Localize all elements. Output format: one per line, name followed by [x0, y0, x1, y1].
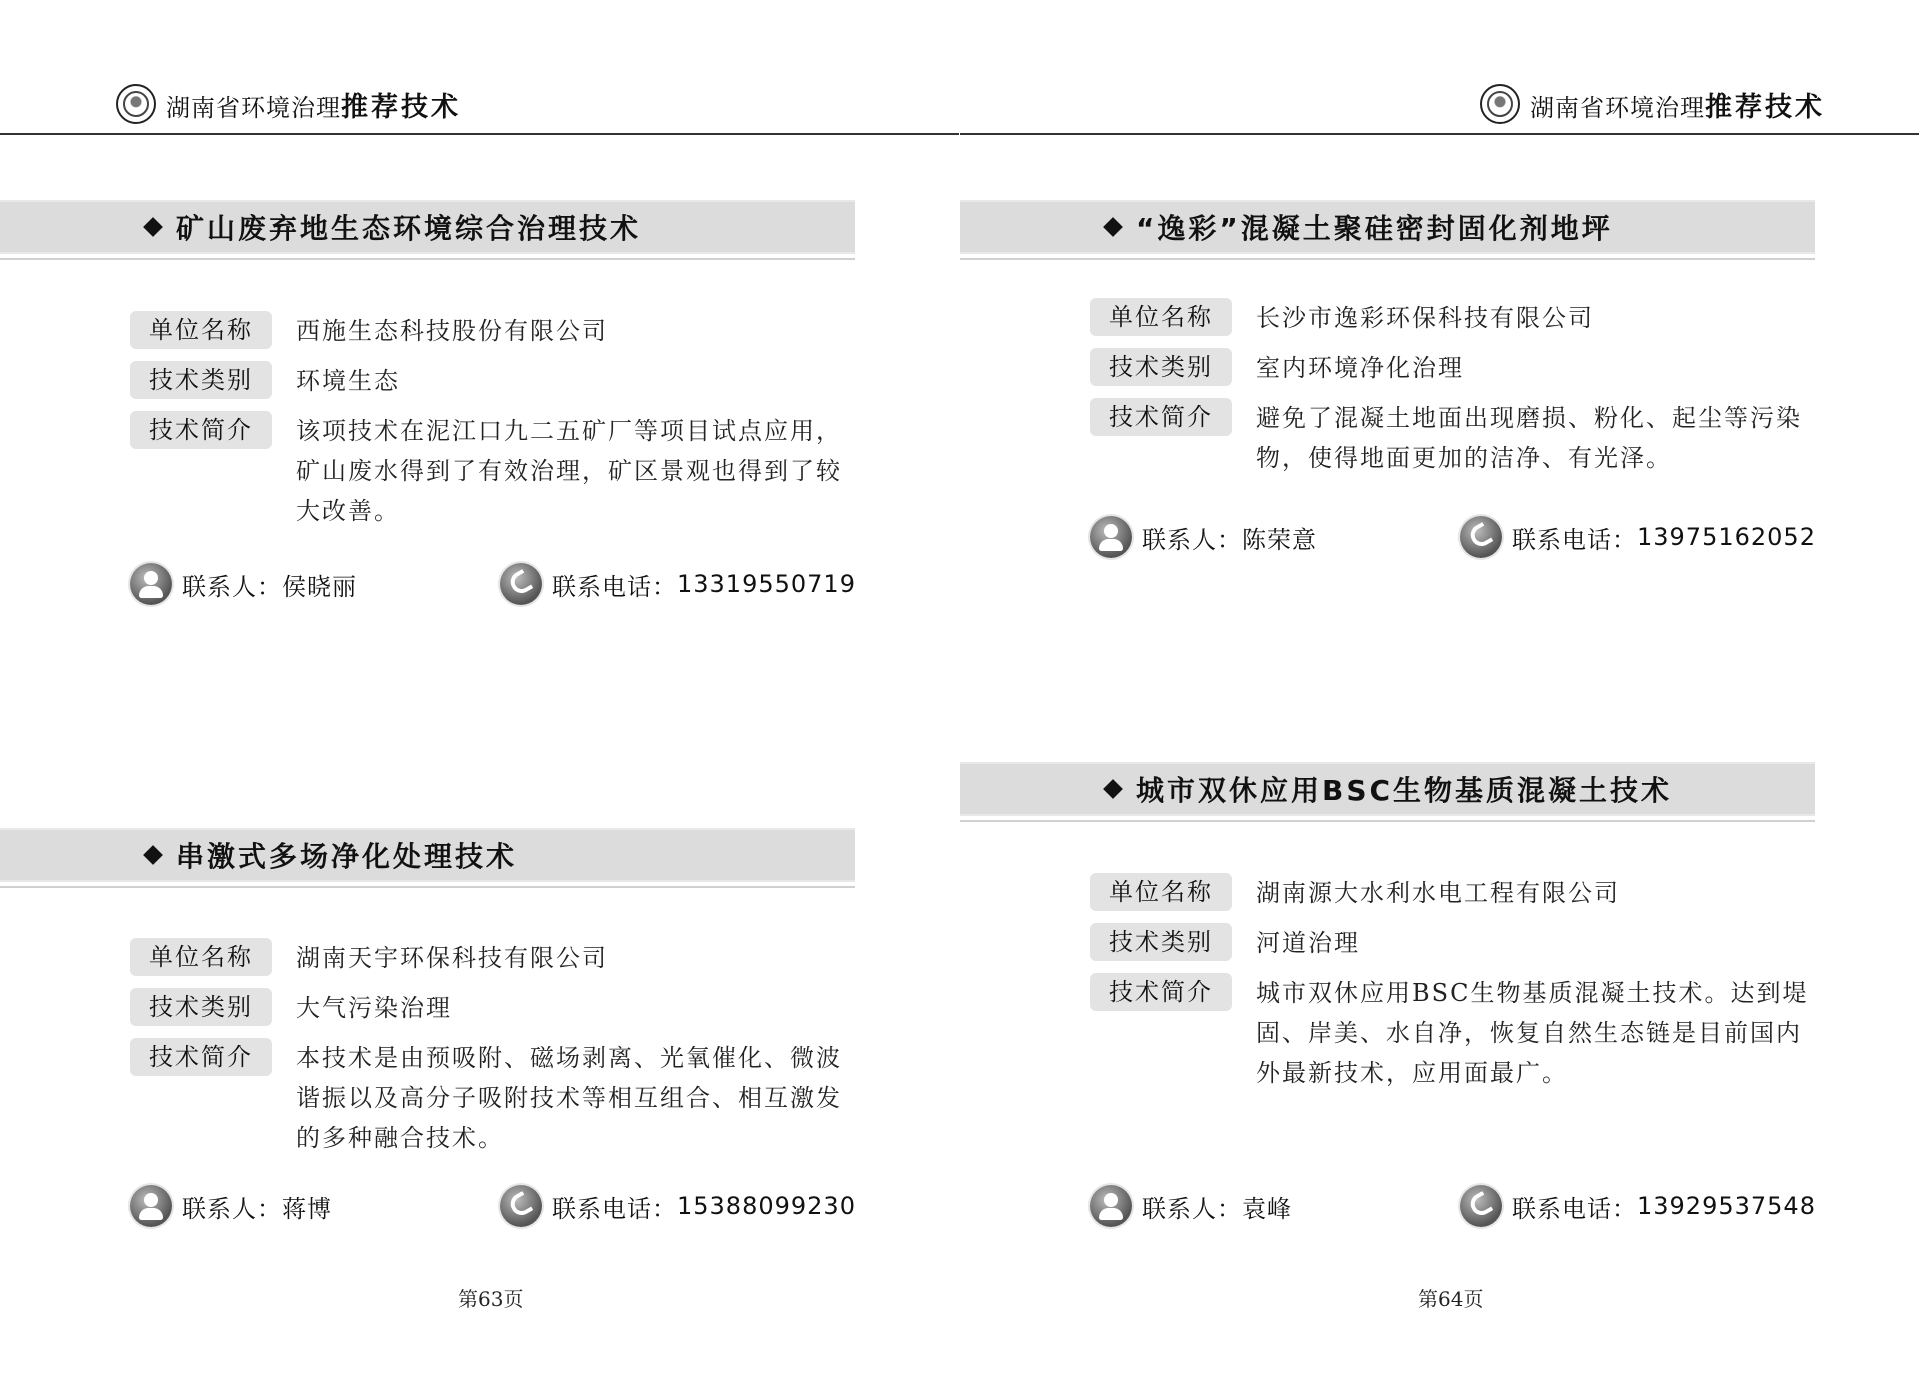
- category-value: 环境生态: [296, 367, 400, 395]
- category-value: 室内环境净化治理: [1256, 354, 1464, 382]
- contact-phone: [500, 563, 856, 605]
- contact-phone-number: 13319550719: [677, 570, 856, 598]
- unit-row: [1090, 873, 1815, 913]
- header-title-emphasis: 推荐技术: [1705, 91, 1825, 123]
- section-title-bar: [0, 200, 855, 254]
- right-page: [960, 0, 1919, 1382]
- page-number: 第63页: [458, 1287, 524, 1311]
- unit-label: 单位名称: [130, 311, 272, 349]
- left-page: [0, 0, 959, 1382]
- summary-value: 该项技术在泥江口九二五矿厂等项目试点应用，矿山废水得到了有效治理，矿区景观也得到了较大改善。: [296, 417, 842, 525]
- contact-person-name: 袁峰: [1242, 1194, 1292, 1223]
- category-label: 技术类别: [130, 988, 272, 1026]
- unit-label: 单位名称: [1090, 873, 1232, 911]
- tech-info: [1090, 873, 1815, 1103]
- summary-value: 城市双休应用BSC生物基质混凝土技术。达到堤固、岸美、水自净，恢复自然生态链是目前国内外最新技术，应用面最广。: [1256, 979, 1809, 1087]
- section-title: 城市双休应用BSC生物基质混凝土技术: [1136, 774, 1673, 807]
- header-divider: [0, 133, 959, 135]
- person-icon: [1090, 516, 1132, 558]
- summary-row: [130, 411, 855, 531]
- header-title-emphasis: 推荐技术: [341, 91, 461, 123]
- unit-value: 湖南天宇环保科技有限公司: [296, 944, 608, 972]
- tech-section: [960, 200, 1815, 254]
- summary-row: [1090, 973, 1815, 1093]
- contact-phone: [1460, 1185, 1816, 1227]
- summary-value: 本技术是由预吸附、磁场剥离、光氧催化、微波谐振以及高分子吸附技术等相互组合、相互激发的多种融合技术。: [296, 1044, 842, 1152]
- header-divider: [960, 133, 1919, 135]
- unit-row: [130, 938, 855, 978]
- contact-phone: [1460, 516, 1816, 558]
- contact-person-label: 联系人：: [182, 1194, 282, 1223]
- summary-label: 技术简介: [130, 1038, 272, 1076]
- category-label: 技术类别: [1090, 923, 1232, 961]
- environmental-protection-logo-icon: [116, 84, 156, 124]
- contact-phone-label: 联系电话：: [552, 572, 677, 601]
- category-row: [1090, 348, 1815, 388]
- person-icon: [130, 563, 172, 605]
- category-row: [130, 361, 855, 401]
- unit-value: 西施生态科技股份有限公司: [296, 317, 608, 345]
- header-title-prefix: 湖南省环境治理: [166, 93, 341, 122]
- contact-person-label: 联系人：: [1142, 1194, 1242, 1223]
- section-title: 矿山废弃地生态环境综合治理技术: [176, 212, 642, 245]
- unit-value: 湖南源大水利水电工程有限公司: [1256, 879, 1620, 907]
- diamond-bullet-icon: [1103, 779, 1123, 799]
- diamond-bullet-icon: [143, 845, 163, 865]
- tech-info: [1090, 298, 1815, 488]
- category-row: [130, 988, 855, 1028]
- section-title-bar: [960, 762, 1815, 816]
- summary-value: 避免了混凝土地面出现磨损、粉化、起尘等污染物，使得地面更加的洁净、有光泽。: [1256, 404, 1802, 472]
- section-title-bar: [960, 200, 1815, 254]
- contact-phone-label: 联系电话：: [1512, 1194, 1637, 1223]
- diamond-bullet-icon: [1103, 217, 1123, 237]
- summary-label: 技术简介: [1090, 973, 1232, 1011]
- contact-person: [130, 1185, 332, 1227]
- contact-phone-label: 联系电话：: [552, 1194, 677, 1223]
- contact-person-label: 联系人：: [182, 572, 282, 601]
- summary-row: [130, 1038, 855, 1158]
- summary-label: 技术简介: [1090, 398, 1232, 436]
- contact-phone-number: 13929537548: [1637, 1192, 1816, 1220]
- unit-row: [130, 311, 855, 351]
- section-title-bar: [0, 828, 855, 882]
- tech-section: [0, 200, 855, 254]
- diamond-bullet-icon: [143, 217, 163, 237]
- tech-info: [130, 311, 855, 541]
- section-title: “逸彩”混凝土聚硅密封固化剂地坪: [1136, 212, 1613, 245]
- category-value: 大气污染治理: [296, 994, 452, 1022]
- contact-person-name: 蒋博: [282, 1194, 332, 1223]
- section-title: 串激式多场净化处理技术: [176, 840, 518, 873]
- contact-person-name: 陈荣意: [1242, 525, 1317, 554]
- summary-row: [1090, 398, 1815, 478]
- header-title: [166, 85, 461, 124]
- running-header: [116, 84, 461, 124]
- unit-row: [1090, 298, 1815, 338]
- contact-phone-label: 联系电话：: [1512, 525, 1637, 554]
- category-value: 河道治理: [1256, 929, 1360, 957]
- summary-label: 技术简介: [130, 411, 272, 449]
- phone-icon: [1460, 516, 1502, 558]
- phone-icon: [500, 563, 542, 605]
- environmental-protection-logo-icon: [1480, 84, 1520, 124]
- person-icon: [1090, 1185, 1132, 1227]
- page-number: 第64页: [1418, 1287, 1484, 1311]
- unit-label: 单位名称: [130, 938, 272, 976]
- category-label: 技术类别: [1090, 348, 1232, 386]
- tech-info: [130, 938, 855, 1168]
- contact-person: [1090, 1185, 1292, 1227]
- contact-person-name: 侯晓丽: [282, 572, 357, 601]
- unit-value: 长沙市逸彩环保科技有限公司: [1256, 304, 1594, 332]
- header-title: [1530, 85, 1825, 124]
- phone-icon: [1460, 1185, 1502, 1227]
- contact-phone: [500, 1185, 856, 1227]
- contact-person: [130, 563, 357, 605]
- category-label: 技术类别: [130, 361, 272, 399]
- contact-person-label: 联系人：: [1142, 525, 1242, 554]
- running-header: [1480, 84, 1825, 124]
- contact-phone-number: 15388099230: [677, 1192, 856, 1220]
- header-title-prefix: 湖南省环境治理: [1530, 93, 1705, 122]
- unit-label: 单位名称: [1090, 298, 1232, 336]
- contact-person: [1090, 516, 1317, 558]
- category-row: [1090, 923, 1815, 963]
- contact-phone-number: 13975162052: [1637, 523, 1816, 551]
- phone-icon: [500, 1185, 542, 1227]
- tech-section: [960, 762, 1815, 816]
- person-icon: [130, 1185, 172, 1227]
- tech-section: [0, 828, 855, 882]
